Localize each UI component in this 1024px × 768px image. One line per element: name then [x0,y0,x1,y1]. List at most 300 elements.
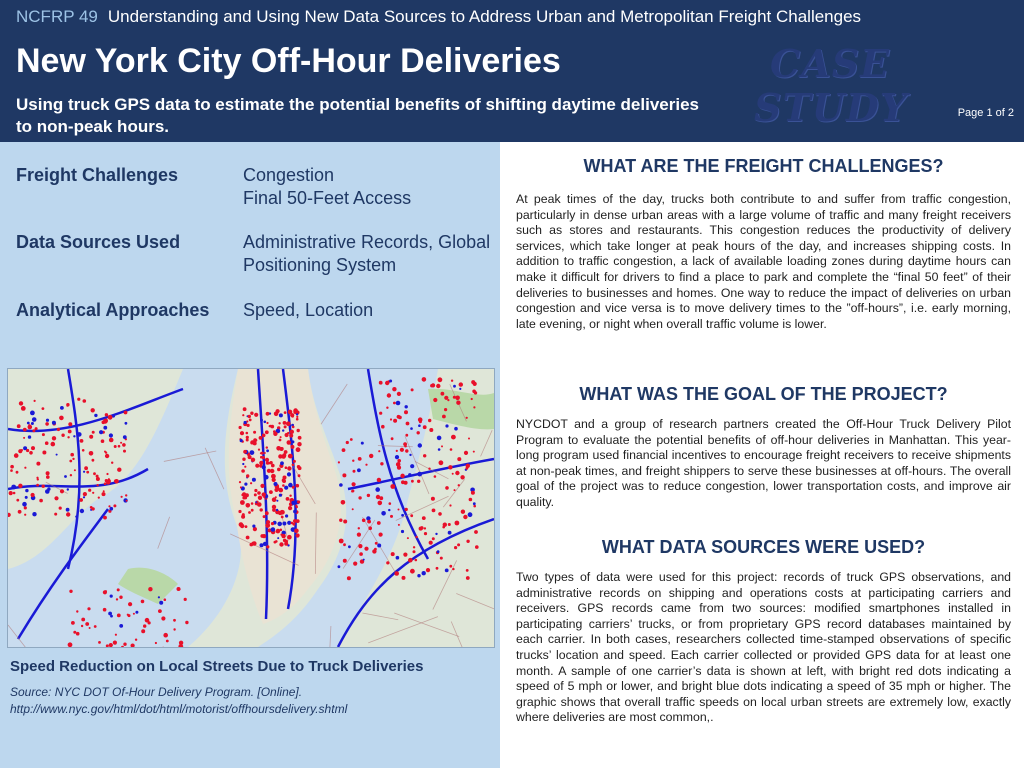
gps-dot [430,384,433,387]
gps-dot [468,512,473,517]
gps-dot [255,464,259,468]
gps-dot [445,569,449,573]
gps-dot [124,411,128,415]
gps-dot [266,446,268,448]
gps-dot [257,491,261,495]
gps-dot [24,514,26,516]
gps-dot [110,595,113,598]
gps-dot [135,639,137,641]
gps-dot [387,393,391,397]
gps-dot [390,484,395,489]
gps-dot [45,422,49,426]
gps-dot [251,412,253,414]
gps-dot [23,437,25,439]
gps-dot [297,429,300,432]
gps-dot [473,406,475,408]
gps-dot [352,460,354,462]
gps-dot [23,428,27,432]
gps-dot [173,628,175,630]
gps-dot [242,463,244,465]
gps-dot [135,611,138,614]
gps-dot [353,562,357,566]
gps-dot [91,408,95,412]
gps-dot [27,422,30,425]
gps-dot [240,500,245,505]
gps-dot [352,482,356,486]
gps-dot [352,490,355,493]
gps-dot [339,539,344,544]
gps-dot [473,502,476,505]
gps-dot [57,428,60,431]
gps-dot [357,468,361,472]
gps-dot [400,448,404,452]
gps-dot [271,522,274,525]
gps-dot [89,451,94,456]
gps-dot [120,442,122,444]
gps-dot [428,468,430,470]
gps-dot [448,531,452,535]
gps-dot [161,616,165,620]
gps-dot [413,550,416,553]
gps-dot [89,627,91,629]
gps-dot [463,515,467,519]
gps-dot [398,416,402,420]
gps-dot [262,435,264,437]
gps-dot [96,484,98,486]
gps-dot [32,429,35,432]
gps-dot [31,422,34,425]
gps-dot [52,421,56,425]
gps-dot [22,502,27,507]
gps-dot [282,522,286,526]
page-subtitle: Using truck GPS data to estimate the potential benefits of shifting daytime deliveries to non-peak hours. [16,95,699,136]
gps-dot [375,542,378,545]
gps-dot [30,411,35,416]
gps-dot [474,391,477,394]
gps-dot [42,451,46,455]
gps-dot [393,402,396,405]
gps-dot [83,399,87,403]
gps-dot [466,417,468,419]
summary-label: Analytical Approaches [16,300,210,320]
gps-dot [110,615,113,618]
gps-dot [296,533,300,537]
gps-dot [81,618,85,622]
gps-dot [437,550,440,553]
gps-dot [77,398,80,401]
gps-dot [278,454,282,458]
gps-dot [294,529,299,534]
truck-speed-map [7,368,495,648]
gps-dot [28,435,31,438]
gps-dot [110,507,114,511]
gps-dot [244,421,247,424]
gps-dot [28,425,33,430]
gps-dot [429,541,433,545]
gps-dot [251,458,255,462]
gps-dot [243,407,247,411]
gps-dot [92,492,94,494]
gps-dot [250,450,255,455]
gps-dot [84,466,88,470]
gps-dot [16,471,19,474]
gps-dot [290,445,294,449]
gps-dot [451,380,453,382]
gps-dot [253,441,257,445]
gps-dot [341,500,346,505]
gps-dot [296,416,298,418]
gps-dot [94,414,97,417]
case-study-line-1: CASE [770,41,891,86]
gps-dot [66,508,70,512]
gps-dot [280,529,283,532]
gps-dot [111,462,113,464]
figure-source: Source: NYC DOT Of-Hour Delivery Program. [Online]. http://www.nyc.gov/html/dot/html/motorist/offhoursdelivery.shtml [10,685,348,716]
gps-dot [290,430,294,434]
gps-dot [24,467,26,469]
gps-dot [248,511,251,514]
gps-dot [359,552,363,556]
gps-dot [291,440,294,443]
gps-dot [400,474,404,478]
gps-dot [284,411,287,414]
gps-dot [103,608,107,612]
figure-caption: Speed Reduction on Local Streets Due to Truck Deliveries [10,658,424,675]
gps-dot [123,435,127,439]
gps-dot [437,436,442,441]
gps-dot [298,474,301,477]
gps-dot [296,418,299,421]
gps-dot [389,502,392,505]
gps-dot [66,512,70,516]
gps-dot [455,471,459,475]
gps-dot [397,392,401,396]
gps-dot [391,437,394,440]
gps-dot [92,431,95,434]
gps-dot [253,431,256,434]
gps-dot [291,522,294,525]
gps-dot [76,610,78,612]
gps-dot [143,624,146,627]
gps-dot [278,422,280,424]
gps-dot [240,486,242,488]
gps-dot [361,442,364,445]
gps-dot [280,436,282,438]
gps-dot [454,427,458,431]
gps-dot [288,483,293,488]
gps-dot [56,454,58,456]
left-panel [0,142,500,768]
summary-label: Data Sources Used [16,232,181,252]
gps-dot [292,464,295,467]
gps-dot [117,614,121,618]
gps-dot [127,614,129,616]
gps-dot [434,475,437,478]
gps-dot [260,484,264,488]
gps-dot [390,515,393,518]
gps-dot [269,425,271,427]
gps-dot [98,641,101,644]
gps-dot [343,559,347,563]
gps-dot [239,426,242,429]
gps-dot [447,399,449,401]
gps-dot [76,632,80,636]
gps-dot [109,438,114,443]
gps-dot [471,398,473,400]
gps-dot [429,428,433,432]
gps-dot [31,493,35,497]
gps-dot [155,642,157,644]
gps-dot [364,547,368,551]
gps-dot [338,565,341,568]
gps-dot [473,451,475,453]
gps-dot [42,433,45,436]
gps-dot [87,607,90,610]
gps-dot [83,496,85,498]
gps-dot [10,469,13,472]
program-title: Understanding and Using New Data Sources to Address Urban and Metropolitan Freight Challenges [107,7,862,26]
gps-dot [401,530,404,533]
case-study-line-2: STUDY [754,85,908,130]
gps-dot [288,506,292,510]
gps-dot [435,533,437,535]
gps-dot [123,450,126,453]
gps-dot [282,453,286,457]
gps-dot [468,438,470,440]
gps-dot [403,553,407,557]
gps-dot [69,590,72,593]
gps-dot [291,415,294,418]
gps-dot [123,643,126,646]
gps-dot [339,519,342,522]
gps-dot [60,406,64,410]
header-banner [0,0,1024,142]
gps-dot [158,609,162,613]
gps-dot [122,443,126,447]
gps-dot [36,484,39,487]
gps-dot [353,470,356,473]
gps-dot [369,454,373,458]
gps-dot [105,454,109,458]
gps-dot [125,494,127,496]
gps-dot [295,505,297,507]
gps-dot [106,480,110,484]
gps-dot [93,472,96,475]
gps-dot [264,475,269,480]
gps-dot [51,442,56,447]
gps-dot [265,458,269,462]
gps-dot [297,465,300,468]
gps-dot [269,490,273,494]
gps-dot [32,512,36,516]
gps-dot [281,534,285,538]
gps-dot [428,419,431,422]
gps-dot [94,625,97,628]
gps-dot [248,415,251,418]
gps-dot [422,377,427,382]
gps-dot [378,450,380,452]
gps-dot [297,442,301,446]
gps-dot [454,546,457,549]
gps-dot [52,436,56,440]
gps-dot [274,482,278,486]
section-title-data-sources: WHAT DATA SOURCES WERE USED? [601,537,926,557]
gps-dot [436,567,439,570]
gps-dot [417,480,420,483]
gps-dot [39,499,43,503]
gps-dot [441,392,445,396]
gps-dot [246,503,251,508]
gps-dot [405,434,408,437]
gps-dot [455,396,460,401]
gps-dot [54,496,58,500]
gps-dot [26,449,29,452]
gps-dot [42,485,45,488]
gps-dot [125,422,128,425]
gps-dot [240,524,244,528]
gps-dot [401,480,405,484]
gps-dot [118,445,121,448]
gps-dot [42,407,45,410]
gps-dot [283,539,287,543]
gps-dot [422,571,426,575]
gps-dot [75,516,77,518]
gps-dot [72,458,74,460]
gps-dot [81,625,83,627]
gps-dot [286,421,291,426]
gps-dot [119,596,122,599]
gps-dot [448,523,451,526]
gps-dot [77,432,82,437]
gps-dot [391,552,395,556]
gps-dot [19,401,23,405]
gps-dot [262,456,265,459]
gps-dot [358,544,362,548]
gps-dot [103,590,107,594]
gps-dot [67,436,69,438]
gps-dot [266,449,269,452]
case-study-stamp [754,42,934,130]
gps-dot [461,510,465,514]
gps-dot [83,492,87,496]
gps-dot [280,461,284,465]
gps-dot [242,496,245,499]
gps-dot [402,576,406,580]
gps-dot [45,489,50,494]
gps-dot [377,478,381,482]
gps-dot [266,422,268,424]
gps-dot [279,542,283,546]
gps-dot [254,493,257,496]
gps-dot [271,425,275,429]
gps-dot [471,491,475,495]
gps-dot [103,426,107,430]
gps-dot [36,462,40,466]
gps-dot [475,545,479,549]
page-number: Page 1 of 2 [957,107,1014,119]
gps-dot [91,507,94,510]
gps-dot [289,434,293,438]
gps-dot [342,448,346,452]
gps-dot [438,377,443,382]
gps-dot [405,449,408,452]
gps-dot [285,514,288,517]
gps-dot [80,439,84,443]
gps-dot [457,457,461,461]
gps-dot [268,462,270,464]
gps-dot [240,431,244,435]
gps-dot [164,598,167,601]
gps-dot [106,473,108,475]
gps-dot [368,526,372,530]
gps-dot [276,446,281,451]
gps-dot [148,587,152,591]
gps-dot [474,530,478,534]
gps-dot [105,413,108,416]
gps-dot [70,453,74,457]
gps-dot [415,536,417,538]
gps-dot [279,439,282,442]
gps-dot [459,388,461,390]
gps-dot [342,473,346,477]
gps-dot [59,416,64,421]
gps-dot [16,499,19,502]
gps-dot [442,415,446,419]
gps-dot [246,474,249,477]
gps-dot [74,469,76,471]
gps-dot [431,497,435,501]
gps-dot [104,451,106,453]
program-line [16,7,861,27]
gps-dot [252,525,255,528]
gps-dot [287,472,291,476]
gps-dot [350,438,353,441]
gps-dot [117,588,120,591]
gps-dot [262,465,266,469]
gps-dot [173,619,176,622]
gps-dot [394,571,399,576]
gps-dot [396,450,398,452]
gps-dot [292,486,294,488]
gps-dot [397,459,401,463]
gps-dot [114,445,117,448]
gps-dot [276,529,281,534]
map-graphic [8,369,494,647]
gps-dot [86,471,89,474]
gps-dot [98,497,100,499]
gps-dot [398,524,400,526]
section-title-challenges: WHAT ARE THE FREIGHT CHALLENGES? [583,156,944,176]
gps-dot [265,523,270,528]
gps-dot [271,527,276,532]
gps-dot [450,448,453,451]
gps-dot [408,558,413,563]
gps-dot [159,601,163,605]
gps-dot [378,501,383,506]
gps-dot [263,515,266,518]
gps-dot [466,576,470,580]
gps-dot [348,545,351,548]
gps-dot [260,543,264,547]
gps-dot [439,460,444,465]
gps-dot [13,492,16,495]
gps-dot [61,434,64,437]
section-title-goal: WHAT WAS THE GOAL OF THE PROJECT? [579,384,948,404]
gps-dot [31,446,35,450]
gps-dot [293,510,297,514]
gps-dot [287,466,291,470]
gps-dot [377,544,381,548]
